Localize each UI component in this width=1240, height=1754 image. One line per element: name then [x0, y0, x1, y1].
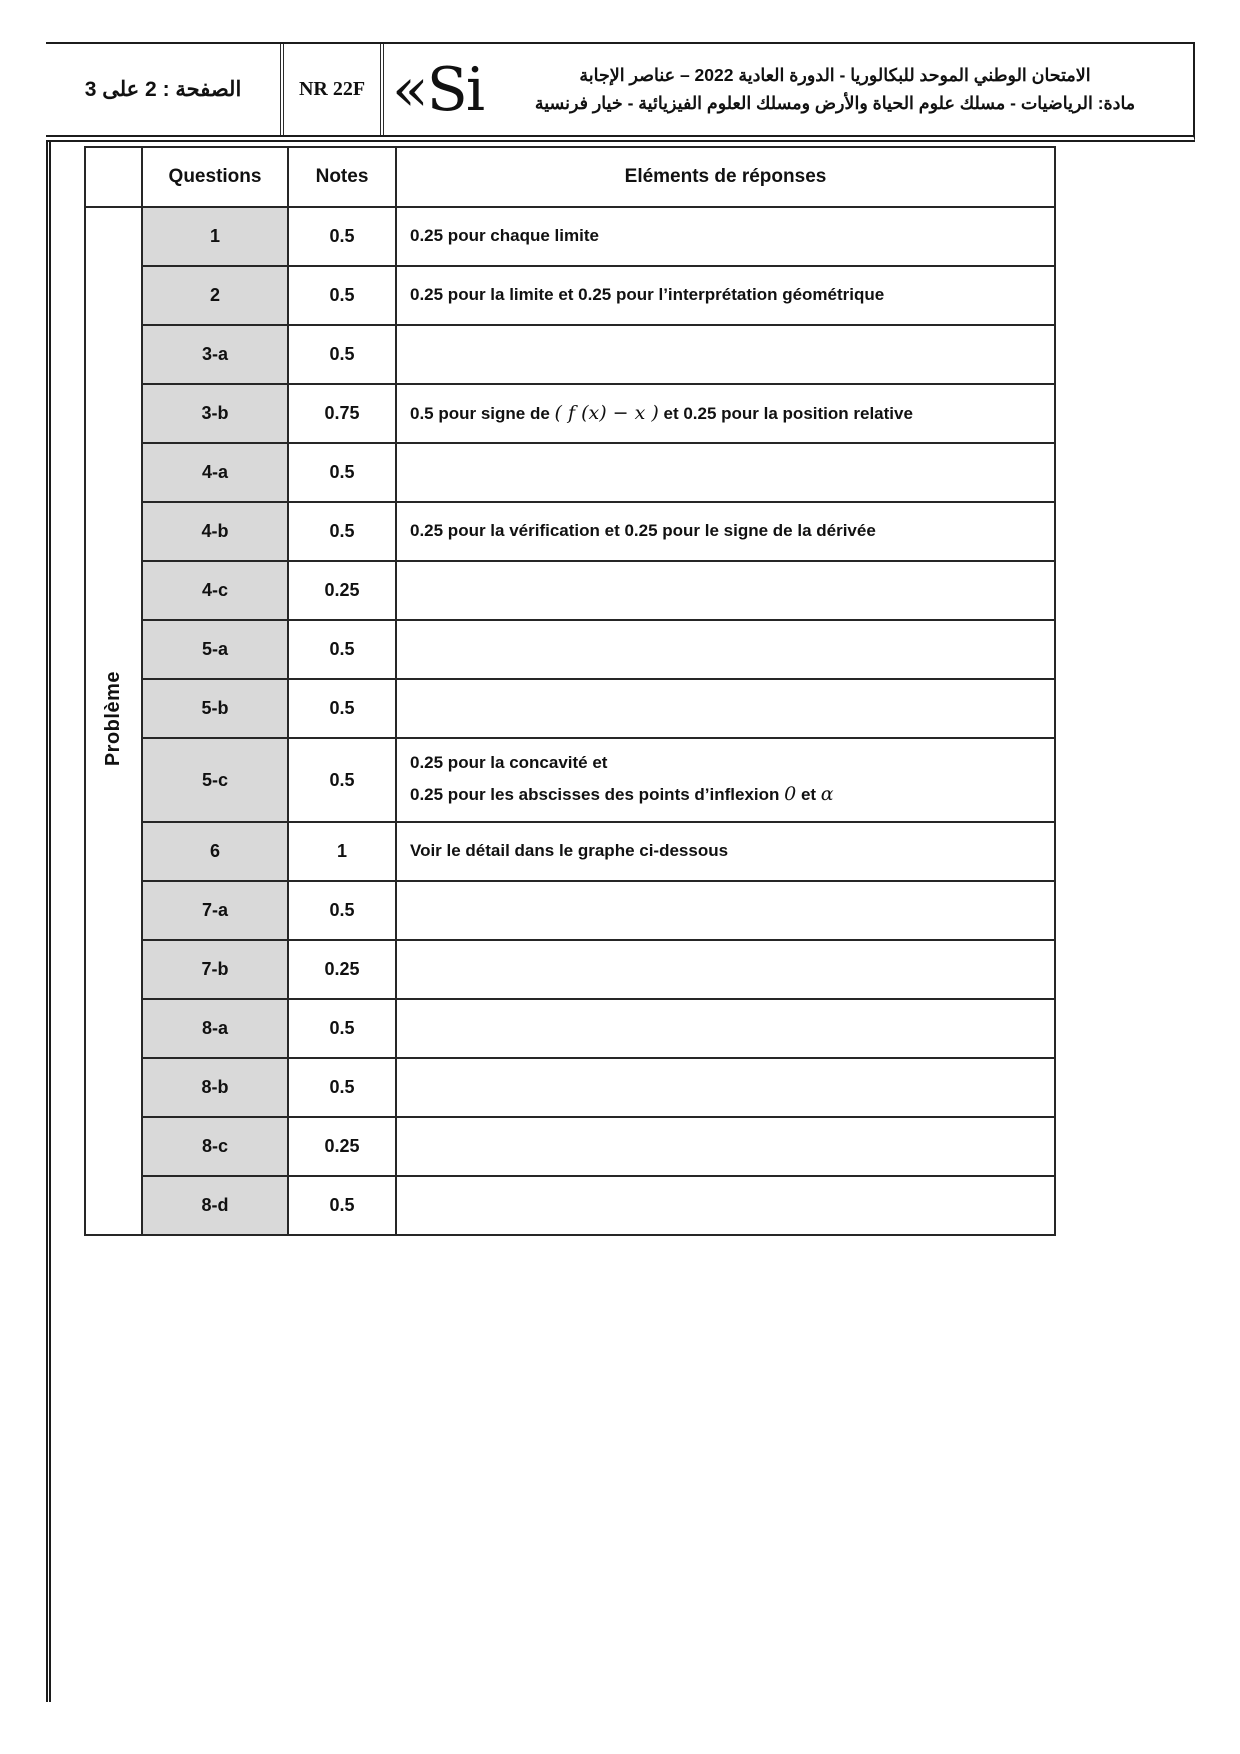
question-cell: 8-b — [142, 1058, 288, 1117]
response-cell — [396, 1058, 1055, 1117]
section-label-cell — [85, 207, 142, 1235]
question-cell: 8-c — [142, 1117, 288, 1176]
response-cell — [396, 384, 1055, 443]
response-text: et 0.25 pour la position relative — [658, 404, 913, 424]
response-cell — [396, 940, 1055, 999]
question-cell: 4-a — [142, 443, 288, 502]
exam-code: NR 22F — [298, 78, 366, 100]
page-border-left — [46, 42, 51, 1702]
page-number-cell — [46, 44, 284, 135]
question-cell: 3-a — [142, 325, 288, 384]
table-row — [85, 999, 1055, 1058]
table-row — [85, 384, 1055, 443]
question-cell: 6 — [142, 822, 288, 881]
exam-title-cell — [384, 44, 1193, 135]
math-expression: 0 — [784, 783, 797, 806]
note-cell: 0.5 — [288, 325, 396, 384]
response-cell — [396, 620, 1055, 679]
question-cell: 8-d — [142, 1176, 288, 1235]
response-line — [410, 517, 1044, 546]
note-cell: 0.5 — [288, 679, 396, 738]
note-cell: 0.5 — [288, 502, 396, 561]
table-row — [85, 738, 1055, 822]
response-text: 0.25 pour les abscisses des points d’inflexion — [410, 785, 785, 805]
response-text: 0.25 pour la concavité et — [410, 753, 608, 773]
question-cell: 1 — [142, 207, 288, 266]
column-header-questions: Questions — [142, 147, 288, 207]
response-line — [410, 281, 1044, 310]
question-cell: 7-b — [142, 940, 288, 999]
response-cell — [396, 325, 1055, 384]
answer-table — [84, 146, 1056, 1236]
center-logo: «Si — [392, 54, 484, 125]
note-cell: 0.5 — [288, 999, 396, 1058]
response-line — [410, 749, 1044, 778]
table-row — [85, 620, 1055, 679]
response-text: 0.25 pour la limite et 0.25 pour l’interprétation géométrique — [410, 285, 885, 305]
math-expression: ( f (x) − x ) — [554, 402, 659, 425]
response-cell — [396, 679, 1055, 738]
math-expression: α — [820, 783, 834, 806]
note-cell: 0.25 — [288, 561, 396, 620]
answer-table-body — [85, 207, 1055, 1235]
exam-title-line2: مادة: الرياضيات - مسلك علوم الحياة والأرض ومسلك العلوم الفيزيائية - خيار فرنسية — [534, 92, 1136, 113]
corner-cell — [85, 147, 142, 207]
table-row — [85, 561, 1055, 620]
table-header-row — [85, 147, 1055, 207]
note-cell: 0.75 — [288, 384, 396, 443]
response-text: et — [796, 785, 821, 805]
response-line — [410, 222, 1044, 251]
response-text: 0.25 pour la vérification et 0.25 pour le signe de la dérivée — [410, 521, 876, 541]
question-cell: 5-a — [142, 620, 288, 679]
section-label: Problème — [102, 670, 124, 767]
table-row — [85, 1117, 1055, 1176]
response-cell — [396, 822, 1055, 881]
page-number: الصفحة : 2 على 3 — [84, 78, 242, 101]
response-cell — [396, 999, 1055, 1058]
question-cell: 4-c — [142, 561, 288, 620]
column-header-elements: Eléments de réponses — [396, 147, 1055, 207]
response-cell — [396, 561, 1055, 620]
question-cell: 4-b — [142, 502, 288, 561]
response-line — [410, 778, 1044, 810]
note-cell: 0.25 — [288, 940, 396, 999]
response-cell — [396, 266, 1055, 325]
column-header-notes: Notes — [288, 147, 396, 207]
response-text: 0.25 pour chaque limite — [410, 226, 599, 246]
note-cell: 0.5 — [288, 620, 396, 679]
table-row — [85, 502, 1055, 561]
exam-title-line1: الامتحان الوطني الموحد للبكالوريا - الدورة العادية 2022 – عناصر الإجابة — [579, 65, 1091, 86]
table-row — [85, 679, 1055, 738]
response-cell — [396, 443, 1055, 502]
table-row — [85, 266, 1055, 325]
response-text: 0.5 pour signe de — [410, 404, 555, 424]
exam-title — [483, 62, 1187, 116]
header-box — [46, 42, 1195, 142]
table-row — [85, 207, 1055, 266]
question-cell: 5-c — [142, 738, 288, 822]
question-cell: 5-b — [142, 679, 288, 738]
response-cell — [396, 502, 1055, 561]
table-row — [85, 1058, 1055, 1117]
table-row — [85, 881, 1055, 940]
response-cell — [396, 1176, 1055, 1235]
exam-code-cell — [284, 44, 384, 135]
question-cell: 8-a — [142, 999, 288, 1058]
response-line — [410, 397, 1044, 429]
table-row — [85, 1176, 1055, 1235]
note-cell: 1 — [288, 822, 396, 881]
table-row — [85, 940, 1055, 999]
note-cell: 0.25 — [288, 1117, 396, 1176]
question-cell: 7-a — [142, 881, 288, 940]
note-cell: 0.5 — [288, 443, 396, 502]
response-text: Voir le détail dans le graphe ci-dessous — [410, 841, 729, 861]
response-cell — [396, 207, 1055, 266]
question-cell: 3-b — [142, 384, 288, 443]
table-row — [85, 822, 1055, 881]
note-cell: 0.5 — [288, 1176, 396, 1235]
response-cell — [396, 738, 1055, 822]
response-cell — [396, 1117, 1055, 1176]
question-cell: 2 — [142, 266, 288, 325]
note-cell: 0.5 — [288, 207, 396, 266]
table-row — [85, 325, 1055, 384]
note-cell: 0.5 — [288, 881, 396, 940]
note-cell: 0.5 — [288, 1058, 396, 1117]
response-line — [410, 837, 1044, 866]
table-row — [85, 443, 1055, 502]
note-cell: 0.5 — [288, 266, 396, 325]
note-cell: 0.5 — [288, 738, 396, 822]
response-cell — [396, 881, 1055, 940]
